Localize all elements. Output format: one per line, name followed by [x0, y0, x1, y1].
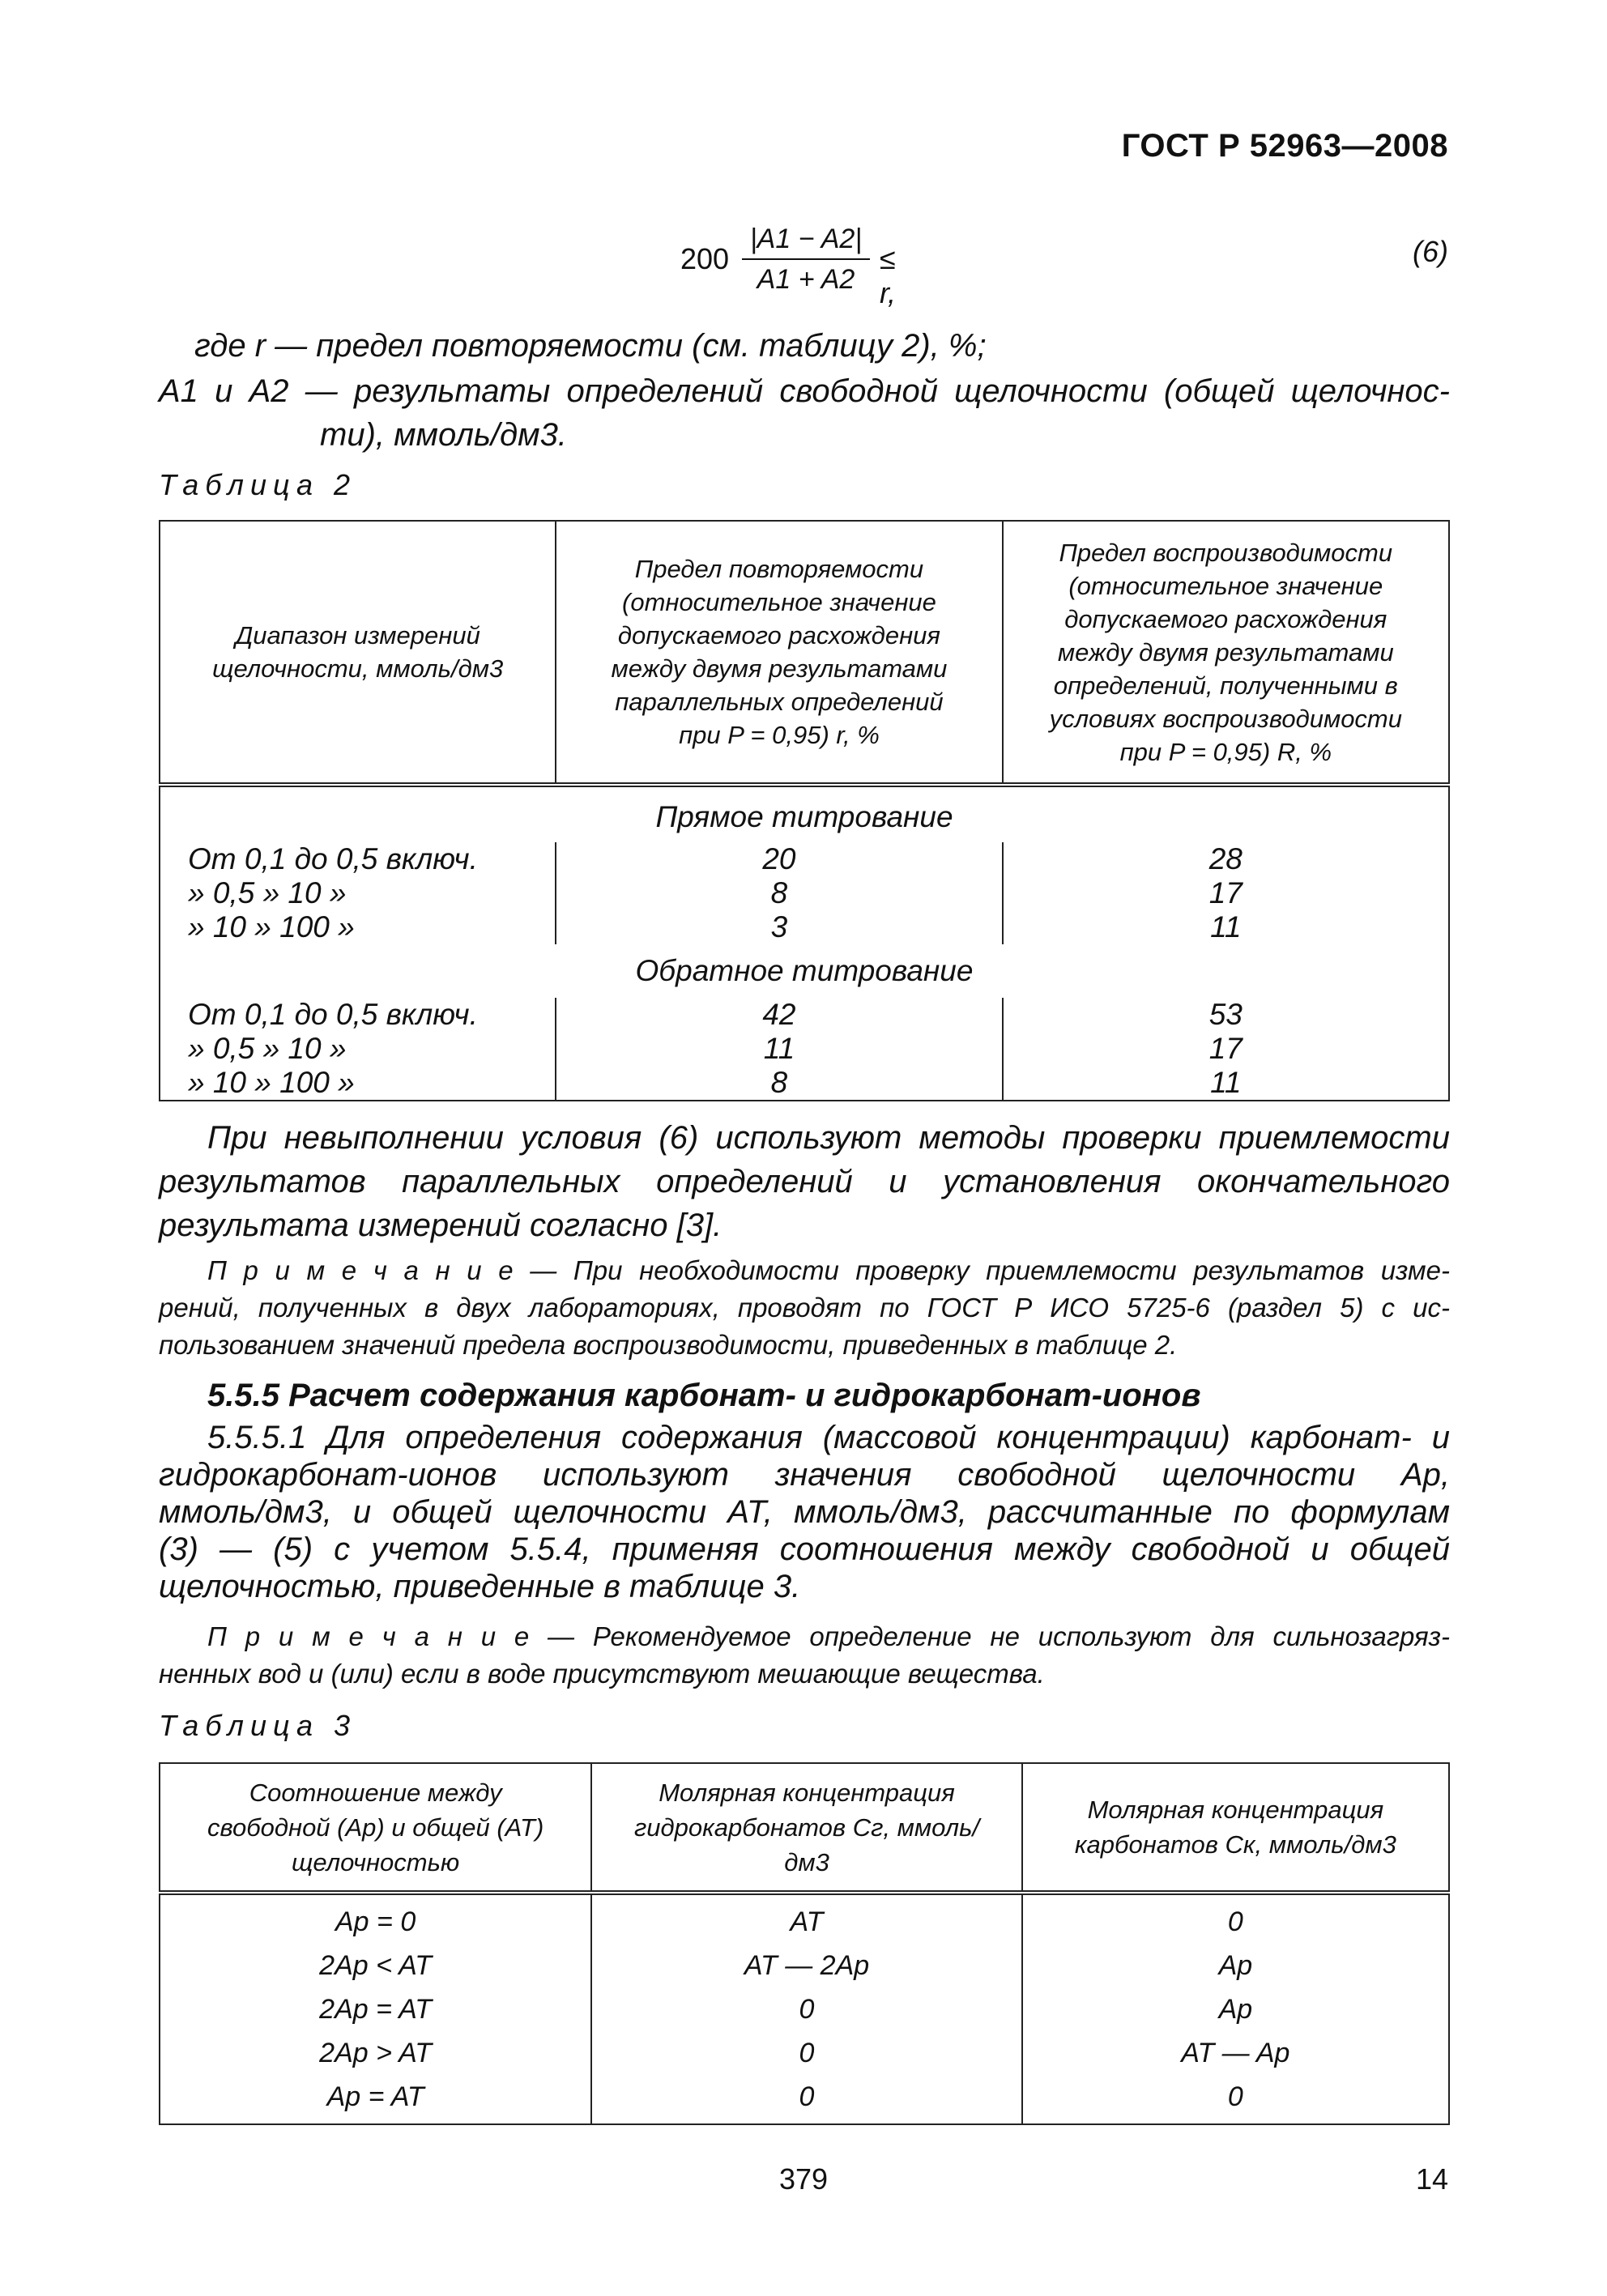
- table2-range-cell: [160, 998, 556, 1101]
- table2-group-title: Прямое титрование: [160, 785, 1449, 842]
- table-cell: 2Ap < AT: [319, 1950, 433, 1981]
- table-cell: 53: [1208, 998, 1243, 1031]
- table-cell: От 0,1 до 0,5 включ.: [188, 998, 478, 1031]
- table3-header-bicarbonate: Молярная концентрация гидрокарбонатов Cг, ммоль/дм3: [591, 1763, 1021, 1893]
- section-line: (3) — (5) с учетом 5.5.4, применяя соотношения между свободной и общей: [159, 1531, 1450, 1567]
- formula-denominator: A1 + A2: [757, 264, 855, 295]
- table-cell: 17: [1208, 1032, 1243, 1065]
- formula-fraction: [742, 223, 870, 296]
- section-heading: 5.5.5 Расчет содержания карбонат- и гидрокарбонат-ионов: [207, 1378, 1201, 1413]
- standard-header: ГОСТ Р 52963—2008: [1121, 128, 1448, 164]
- table-cell: » 10 » 100 »: [188, 1066, 355, 1099]
- table2-group-body: [160, 842, 1449, 944]
- table2-header-repeatability: Предел повторяемости (относительное значение допускаемого расхождения между двумя результатами параллельных определений при P = 0,95) r, %: [556, 521, 1002, 785]
- table-cell: 8: [770, 876, 788, 909]
- table2-R-cell: [1003, 998, 1449, 1101]
- table2-range-cell: [160, 842, 556, 944]
- table-cell: 42: [762, 998, 796, 1031]
- formula-relation: ≤ r,: [880, 242, 897, 309]
- section-line: щелочностью, приведенные в таблице 3.: [159, 1569, 801, 1604]
- table-cell: 11: [1210, 1066, 1242, 1099]
- table3-body: [160, 1893, 1449, 2124]
- section-line: гидрокарбонат-ионов используют значения свободной щелочности Ap,: [159, 1457, 1450, 1493]
- equation-number: (6): [1413, 235, 1448, 268]
- where-line-2: A1 и A2 — результаты определений свободной щелочности (общей щелочнос-: [159, 373, 1450, 409]
- table-cell: 11: [1210, 910, 1242, 944]
- section-line: 5.5.5.1 Для определения содержания (массовой концентрации) карбонат- и: [207, 1420, 1450, 1455]
- table2-header-reproducibility: Предел воспроизводимости (относительное значение допускаемого расхождения между двумя результатами определений, полученными в условиях воспроизводимости при P = 0,95) R, %: [1003, 521, 1449, 785]
- table-cell: 2Ap = AT: [319, 1994, 433, 2025]
- table-cell: 8: [770, 1066, 788, 1099]
- table-cell: AT — 2Ap: [744, 1950, 870, 1981]
- table3-col-bicarbonate: [591, 1893, 1021, 2124]
- note-line: П р и м е ч а н и е — При необходимости проверку приемлемости результатов изме-: [207, 1255, 1450, 1285]
- table-cell: 0: [799, 1994, 815, 2025]
- table-cell: 0: [1227, 1906, 1243, 1937]
- table3-caption: Таблица 3: [159, 1709, 357, 1742]
- paragraph-line: При невыполнении условия (6) используют методы проверки приемлемости: [207, 1120, 1450, 1156]
- table3-col-carbonate: [1022, 1893, 1449, 2124]
- table2-r-cell: [556, 842, 1002, 944]
- page-number-right: 14: [1415, 2162, 1448, 2196]
- formula-coefficient: 200: [680, 242, 730, 275]
- table2-r-cell: [556, 998, 1002, 1101]
- table-cell: 28: [1208, 842, 1243, 875]
- table2-group-title: Обратное титрование: [160, 944, 1449, 998]
- table-cell: Ap: [1218, 1950, 1253, 1981]
- table3-header-carbonate: Молярная концентрация карбонатов Cк, ммоль/дм3: [1022, 1763, 1449, 1893]
- table-cell: 20: [762, 842, 796, 875]
- table-cell: AT: [790, 1906, 824, 1937]
- table-2: [159, 520, 1450, 1101]
- table-cell: 17: [1208, 876, 1243, 909]
- fraction-bar: [742, 258, 870, 260]
- table-cell: 11: [763, 1032, 795, 1065]
- note-line: пользованием значений предела воспроизводимости, приведенных в таблице 2.: [159, 1330, 1178, 1360]
- table-cell: Ap: [1218, 1994, 1253, 2025]
- table-cell: 2Ap > AT: [319, 2038, 433, 2068]
- note-line: ненных вод и (или) если в воде присутствуют мешающие вещества.: [159, 1659, 1045, 1689]
- table-cell: От 0,1 до 0,5 включ.: [188, 842, 478, 875]
- table-cell: 0: [1227, 2081, 1243, 2112]
- page-number-center: 379: [779, 2162, 829, 2196]
- table-cell: 0: [799, 2038, 815, 2068]
- table-cell: » 0,5 » 10 »: [188, 876, 347, 909]
- table3-header-ratio: Соотношение между свободной (Ap) и общей (AT) щелочностью: [160, 1763, 591, 1893]
- where-line-3: ти), ммоль/дм3.: [320, 417, 567, 453]
- table-cell: Ap = 0: [335, 1906, 416, 1937]
- table-cell: » 10 » 100 »: [188, 910, 355, 944]
- section-line: ммоль/дм3, и общей щелочности AT, ммоль/дм3, рассчитанные по формулам: [159, 1494, 1450, 1530]
- table-cell: 3: [770, 910, 788, 944]
- table-cell: AT — Ap: [1181, 2038, 1290, 2068]
- formula-numerator: |A1 − A2|: [749, 224, 863, 254]
- table3-col-ratio: [160, 1893, 591, 2124]
- table-cell: Ap = AT: [326, 2081, 424, 2112]
- paragraph-line: результатов параллельных определений и установления окончательного: [159, 1164, 1450, 1199]
- table-cell: » 0,5 » 10 »: [188, 1032, 347, 1065]
- table-3: [159, 1762, 1450, 2125]
- note-line: рений, полученных в двух лабораториях, проводят по ГОСТ Р ИСО 5725-6 (раздел 5) с ис-: [159, 1293, 1450, 1323]
- table2-group-body: [160, 998, 1449, 1101]
- table3-header-row: [160, 1763, 1449, 1893]
- table2-caption: Таблица 2: [159, 468, 357, 501]
- table2-group-row: [160, 785, 1449, 842]
- where-line-1: где r — предел повторяемости (см. таблицу 2), %;: [194, 328, 987, 364]
- table-cell: 0: [799, 2081, 815, 2112]
- paragraph-line: результата измерений согласно [3].: [159, 1208, 723, 1243]
- table2-group-row: [160, 944, 1449, 998]
- table2-header-range: Диапазон измерений щелочности, ммоль/дм3: [160, 521, 556, 785]
- table2-R-cell: [1003, 842, 1449, 944]
- note-line: П р и м е ч а н и е — Рекомендуемое определение не используют для сильнозагряз-: [207, 1621, 1450, 1651]
- table2-header-row: [160, 521, 1449, 785]
